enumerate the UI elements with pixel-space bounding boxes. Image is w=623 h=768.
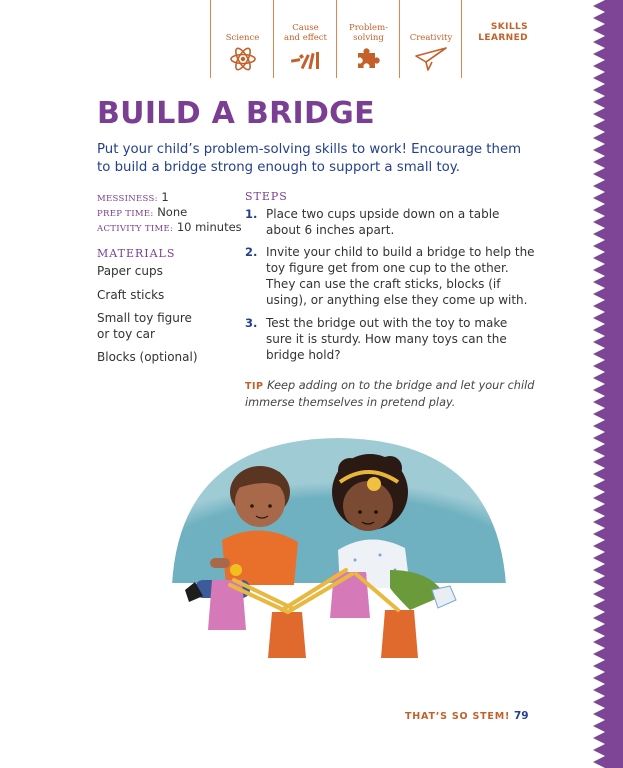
messiness-label: MESSINESS: bbox=[97, 194, 158, 204]
material-item: Craft sticks bbox=[97, 288, 165, 302]
domino-icon bbox=[289, 48, 323, 70]
paper-plane-icon bbox=[414, 46, 448, 72]
intro-text: Put your child’s problem-solving skills to work! Encourage them to build a bridge strong enough to support a small toy. bbox=[97, 142, 522, 175]
skill-cause-label: Cause and effect bbox=[284, 23, 327, 43]
messiness-value: 1 bbox=[161, 190, 169, 204]
children-building-bridge-illustration bbox=[170, 420, 510, 670]
page-number: 79 bbox=[514, 710, 529, 722]
prep-time-value: None bbox=[157, 205, 188, 219]
activity-time-value: 10 minutes bbox=[176, 220, 242, 234]
skill-creativity-label: Creativity bbox=[409, 33, 453, 43]
tip-box bbox=[245, 378, 535, 411]
page-title: BUILD A BRIDGE bbox=[97, 96, 375, 131]
skill-problem-solving bbox=[336, 0, 400, 78]
step-number: 1. bbox=[245, 207, 258, 221]
footer-section-label: THAT’S SO STEM! bbox=[405, 711, 511, 722]
material-item: Paper cups bbox=[97, 264, 163, 278]
tip-text: Keep adding on to the bridge and let your child immerse themselves in pretend play. bbox=[245, 379, 535, 409]
steps-heading: STEPS bbox=[245, 190, 288, 203]
skill-science-label: Science bbox=[225, 33, 260, 43]
activity-time-label: ACTIVITY TIME: bbox=[97, 224, 174, 234]
skills-learned-title: SKILLS LEARNED bbox=[478, 22, 528, 43]
skill-science bbox=[210, 0, 274, 78]
step-text: Invite your child to build a bridge to help the toy figure get from one cup to the other. They can use the craft sticks, blocks (if using), or anything else they come up with. bbox=[266, 245, 535, 307]
skill-cause-and-effect bbox=[273, 0, 337, 78]
activity-time-row bbox=[97, 220, 242, 237]
puzzle-piece-icon bbox=[354, 47, 384, 69]
skill-problem-label: Problem-solving bbox=[348, 23, 389, 43]
tip-label: TIP bbox=[245, 381, 264, 392]
atom-icon bbox=[229, 45, 257, 73]
material-item: Small toy figure or toy car bbox=[97, 311, 192, 341]
skill-creativity bbox=[399, 0, 462, 78]
step-text: Test the bridge out with the toy to make sure it is sturdy. How many toys can the bridge hold? bbox=[266, 316, 508, 362]
step-number: 2. bbox=[245, 245, 258, 259]
step-number: 3. bbox=[245, 316, 258, 330]
materials-heading: MATERIALS bbox=[97, 247, 176, 260]
material-item: Blocks (optional) bbox=[97, 350, 198, 364]
step-text: Place two cups upside down on a table about 6 inches apart. bbox=[266, 207, 500, 237]
prep-time-label: PREP TIME: bbox=[97, 209, 154, 219]
